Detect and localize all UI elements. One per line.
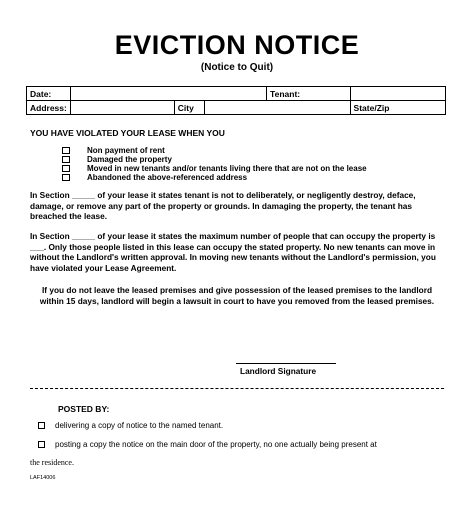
city-field (204, 101, 350, 115)
document-subtitle: (Notice to Quit) (200, 62, 274, 73)
checkbox[interactable] (62, 147, 70, 154)
delivery-option (38, 421, 223, 430)
checkbox[interactable] (38, 441, 45, 448)
violation-label: Non payment of rent (87, 146, 165, 155)
violation-label: Moved in new tenants and/or tenants living there that are not on the lease (87, 164, 367, 173)
form-code: LAF14006 (30, 475, 56, 481)
city-label: City (174, 101, 204, 115)
address-field (70, 101, 174, 115)
occupancy-paragraph: In Section _____ of your lease it states the maximum number of people that can occupy the property is ___. Only those people listed in this lease can occupy the stated property. No new tenants can move in without the Landlord's written approval. In moving new tenants without the Landlord's permission, you have violated your Lease Agreement. (30, 231, 436, 273)
signature-line (236, 363, 336, 364)
violation-item (62, 155, 367, 164)
tenant-info-table (26, 86, 446, 115)
violation-checklist (62, 146, 367, 182)
dashed-divider (30, 388, 444, 389)
address-label: Address: (27, 101, 71, 115)
checkbox[interactable] (38, 422, 45, 429)
delivery-option-label: posting a copy the notice on the main door of the property, no one actually being present at (55, 440, 377, 449)
lawsuit-paragraph: If you do not leave the leased premises and give possession of the leased premises to the landlord within 15 days, landlord will begin a lawsuit in court to have you removed from the leased premises. (39, 285, 435, 306)
violation-item (62, 146, 367, 155)
violation-item (62, 173, 367, 182)
violation-heading: YOU HAVE VIOLATED YOUR LEASE WHEN YOU (30, 128, 225, 138)
checkbox[interactable] (62, 156, 70, 163)
document-title: EVICTION NOTICE (114, 30, 360, 60)
checkbox[interactable] (62, 165, 70, 172)
tenant-field (350, 87, 445, 101)
signature-label: Landlord Signature (240, 366, 317, 376)
date-field (70, 87, 266, 101)
violation-label: Damaged the property (87, 155, 172, 164)
residence-text: the residence. (30, 458, 74, 467)
violation-item (62, 164, 367, 173)
posted-by-heading: POSTED BY: (58, 404, 110, 414)
damage-paragraph: In Section _____ of your lease it states tenant is not to deliberately, or negligently destroy, deface, damage, or remove any part of the property or grounds. In damaging the property, the tenant has breached the lease. (30, 190, 416, 221)
date-label: Date: (27, 87, 71, 101)
violation-label: Abandoned the above-referenced address (87, 173, 248, 182)
delivery-option (38, 440, 377, 449)
delivery-option-label: delivering a copy of notice to the named tenant. (55, 421, 224, 430)
state-zip-label: State/Zip (350, 101, 445, 115)
checkbox[interactable] (62, 174, 70, 181)
tenant-label: Tenant: (267, 87, 351, 101)
